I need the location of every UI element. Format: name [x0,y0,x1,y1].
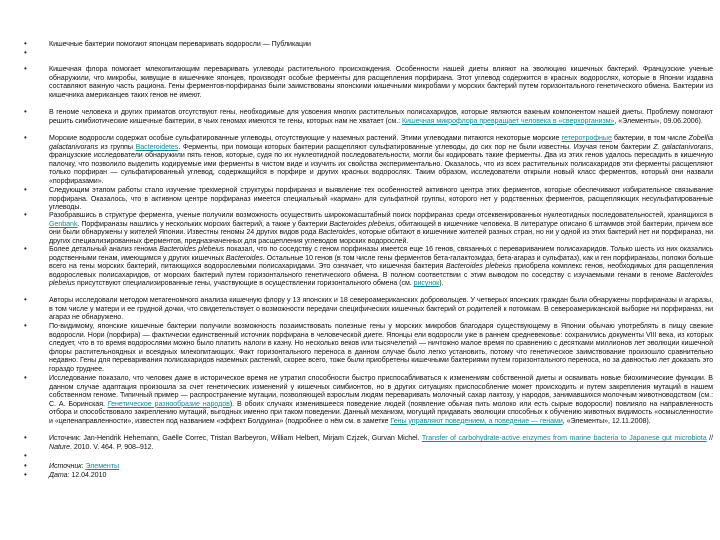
text: Разобравшись в структуре фермента, ученые получили возможность осуществить широкомасштабный поиск порфираназ среди отсеквенированных нуклеотидных последовательностей, хранящихся в [49,211,713,219]
bullet-icon: • [24,107,27,116]
species-name: Zobellia galactanivorans [49,134,713,151]
source-label: Источник: [49,462,84,470]
date-label: Дата: [49,471,70,479]
paragraph-analysis [49,245,713,288]
text: В геноме человека и других приматов отсутствуют гены, необходимые для усвоения многих растительных полисахаридов, которые являются важным компонентом нашей диеты. Проблему помогают решить симбиотические кишечные бактерии, в чьих геномах имеются те гены, которых нам не хватает (см.: [49,108,713,125]
link-genes-behavior[interactable]: Гены управляют поведением, а поведение — генами [390,416,563,425]
text: , которые обитают в кишечнике жителей разных стран, но ни у одной из этих бактерий нет ни порфираназ, ни других специализированных ферментов, предназначенных для расщепления углеводов морских водорослей. [49,228,714,245]
bullet-icon: • [24,48,27,57]
text: . Остальные 10 генов (в том числе гены ферментов бета-галактозидаз, бета-агараз и сульфатаз), как и ген порфираназы, положи больше всего на гены морских бактерий, питающихся водорослевыми полисахаридами. Это означает, что кишечная бактерия [49,253,713,270]
paragraph-intro [49,65,713,99]
text: ). В обоих случаях изменившееся поведение людей (появление обычая пить молоко или есть сырые водоросли) повлияло на направленность отбора и способствовало закреплению мутаций, выгодных именно при таком поведении. Данный механизм, могущий придавать эволюции способных к обучению животных видимость «осмысленности» и «целенаправленности», известен под названием «эффект Болдуина» (подробнее о нём см. в заметке [49,399,714,425]
text: , обитающей в кишечнике человека. В литературе описано 6 штаммов этой бактерии, причем все они были обнаружены у жителей Японии. Известны геномы 24 других видов рода [49,219,713,236]
paragraph-structure [49,186,713,212]
bullet-icon: • [24,470,27,479]
source-line [49,462,713,471]
link-nature-article[interactable]: Transfer of carbohydrate-active enzymes from marine bacteria to Japanese gut microbiota [421,434,707,442]
species-name: Bacteroides plebeius [159,245,225,253]
paragraph-adaptation [49,374,713,425]
text: . Порфираназы нашлись у нескольких морских бактерий, а также у бактерии [77,219,330,228]
page-title: Кишечные бактерии помогают японцам переваривать водоросли — Публикации [49,40,311,48]
link-genbank[interactable]: Genbank [49,219,78,228]
paragraph-genome [49,108,713,125]
text: // [706,434,713,442]
link-source-elementy[interactable]: Элементы [85,462,120,470]
paragraph-reference [49,434,713,451]
text: ). [439,279,444,287]
genus-name: Bacteroides [318,228,356,236]
text: , французские исследователи обнаружили пять генов, которые, судя по их нуклеотидной последовательности, могли бы кодировать такие ферменты. Два из этих генов удалось пересадить в кишечную палочку, что позволило выделить кодируемые ими ферменты в чистом виде и изучить их свойства экспериментально. Оказалось, что из всех растительных полисахаридов эти ферменты расщепляют только порфиран — сульфатированный углевод, содержащийся в порфире и других красных водорослях. Таким образом, исследователи открыли новый класс ферментов, который они назвали «порфиразами». [49,142,713,185]
bullet-icon: • [24,210,27,219]
bullet-icon: • [24,185,27,194]
text: приобрела комплекс генов, необходимых для расщепления водорослевых полисахаридов, от морских бактерий путем горизонтального генетического обмена. В полном соответствии с этим выводом по соседству с изучаемыми генами в геноме [49,262,714,279]
species-name: Bacteroides plebeius [49,270,713,287]
text: По-видимому, японские кишечные бактерии получили возможность позаимствовать полезные гены у морских микробов благодаря существующему в Японии обычаю употреблять в пищу свежие водоросли. Нори (порфира) — фактически единственный источник порфирана в человеческой диете. Японцы ели водоросли уже в раннем средневековье: сохранились документы VIII века, из которых следует, что в то время водорослями можно было платить налоги в казну. Но несколько веков или тысячелетий — ничтожно малое время по сравнению с десятками миллионов лет эволюции кишечной флоры растительноядных и всеядных млекопитающих. Факт горизонтального переноса в данном случае было легко установить, потому что генетическое заимствование произошло сравнительно недавно. Гены для переваривания полисахаридов наземных растений, скорее всего, тоже были приобретены кишечными бактериями путем горизонтального переноса, но за давностью лет доказать это гораздо труднее. [49,322,713,373]
species-name: Bacteroides plebeius [445,262,512,270]
bullet-icon: • [24,461,27,470]
link-microflora-article[interactable]: Кишечная микрофлора превращает человека в «сверхорганизм» [401,116,615,125]
paragraph-metagenome [49,296,713,322]
text: Кишечная флора помогает млекопитающим переваривать углеводы растительного происхождения. Особенности нашей диеты влияют на эволюцию кишечных бактерий. Французские ученые обнаружили, что микробы, живущие в кишечнике японцев, производят особые ферменты для расщепления порфирана. Этот углевод содержится в красных водорослях, которые в Японии издавна составляют важную часть рациона. Гены ферментов-порфираназ были заимствованы японскими кишечными микробами у морских бактерий путем горизонтального генетического обмена. Бактерии из кишечника американцев таких генов не имеют. [49,65,713,99]
bullet-icon: • [24,433,27,442]
bullet-icon: • [24,295,27,304]
text: Исследование показало, что человек даже в историческое время не утратил способности быстро приспосабливаться к изменениям собственной диеты и осваивать новые биохимические функции. В данном случае адаптация произошла за счет генетических изменений у кишечных симбионтов, но в других ситуациях приспособление может происходить и путем закрепления мутаций в нашем собственном геноме. Типичный пример — распространение мутации, позволяющей взрослым людям переваривать молочный сахар лактозу, у народов, занимавшихся молочным животноводством (см.: С. А. Боринская. [49,374,713,408]
bullet-icon: • [24,451,27,460]
text: , «Элементы», 09.06.2006). [614,116,703,125]
text: Следующим этапом работы стало изучение трехмерной структуры порфираназ и выявление тех особенностей активного центра этих ферментов, которые обеспечивают избирательное связывание порфирана. Оказалось, что в активном центре порфираназ имеется специальный «карман» для сульфатной группы, которого нет у родственных ферментов, расщепляющих несульфатированные углеводы. [49,186,713,211]
paragraph-seaweed [49,134,713,185]
species-name: Z. galactanivorans [653,142,712,151]
text: Источник: Jan-Hendrik Hehemann, Gaëlle Correc, Tristan Barbeyron, William Helbert, Mirjam Czjzek, Gurvan Michel. [49,434,422,442]
bullet-icon: • [24,373,27,382]
text: присутствуют специализированные гены, участвующие в осуществлении горизонтального обмена (см. [75,279,414,287]
genus-name: Bacteroides [225,253,263,262]
link-bacteroidetes[interactable]: Bacteroidetes [135,142,179,151]
text: Авторы исследовали методом метагеномного анализа кишечную флору у 13 японских и 18 североамериканских добровольцев. У четверых японских граждан были обнаружены порфираназы и агаразы, в том числе у матери и ее грудной дочки, что свидетельствует о возможности передачи специфических кишечных бактерий от родителей к потомкам. В североамериканской выборке ни порфираназ, ни агараз не обнаружено. [49,296,713,321]
paragraph-nori [49,322,713,373]
paragraph-search [49,211,713,245]
link-figure[interactable]: рисунок [413,279,440,287]
link-heterotrophic[interactable]: гетеротрофные [561,134,612,142]
text: показал, что по соседству с геном порфиназы имеется еще 16 генов, связанных с перевариванием полисахаридов. Только шесть из них оказались родственными генам, имеющимся у других кишечных [49,245,714,262]
text: . Ферменты, при помощи которых бактерии расщепляют сульфатированные углеводы, до сих пор не были известны. Изучая геном бактерии [178,142,654,151]
date-line [49,471,713,480]
bullet-icon: • [24,64,27,73]
text: из группы [97,142,136,151]
date-value: 12.04.2010 [71,471,107,479]
bullet-icon: • [24,39,27,48]
link-genetic-diversity[interactable]: Генетическое разнообразие народов [107,399,230,408]
bullet-icon: • [24,321,27,330]
text: Морские водоросли содержат особые сульфатированные углеводы, отсутствующие у наземных растений. Этими углеводами питаются некоторые морские [49,134,562,142]
text: Более детальный анализ генома [49,245,160,253]
journal-name: Nature [49,442,70,451]
text: , «Элементы», 12.11.2008). [562,416,651,425]
text: . 2010. V. 464. P. 908–912. [70,442,154,451]
bullet-icon: • [24,133,27,142]
species-name: Bacteroides plebeius [329,219,395,228]
bullet-icon: • [24,244,27,253]
text: бактерии, в том числе [611,134,689,142]
